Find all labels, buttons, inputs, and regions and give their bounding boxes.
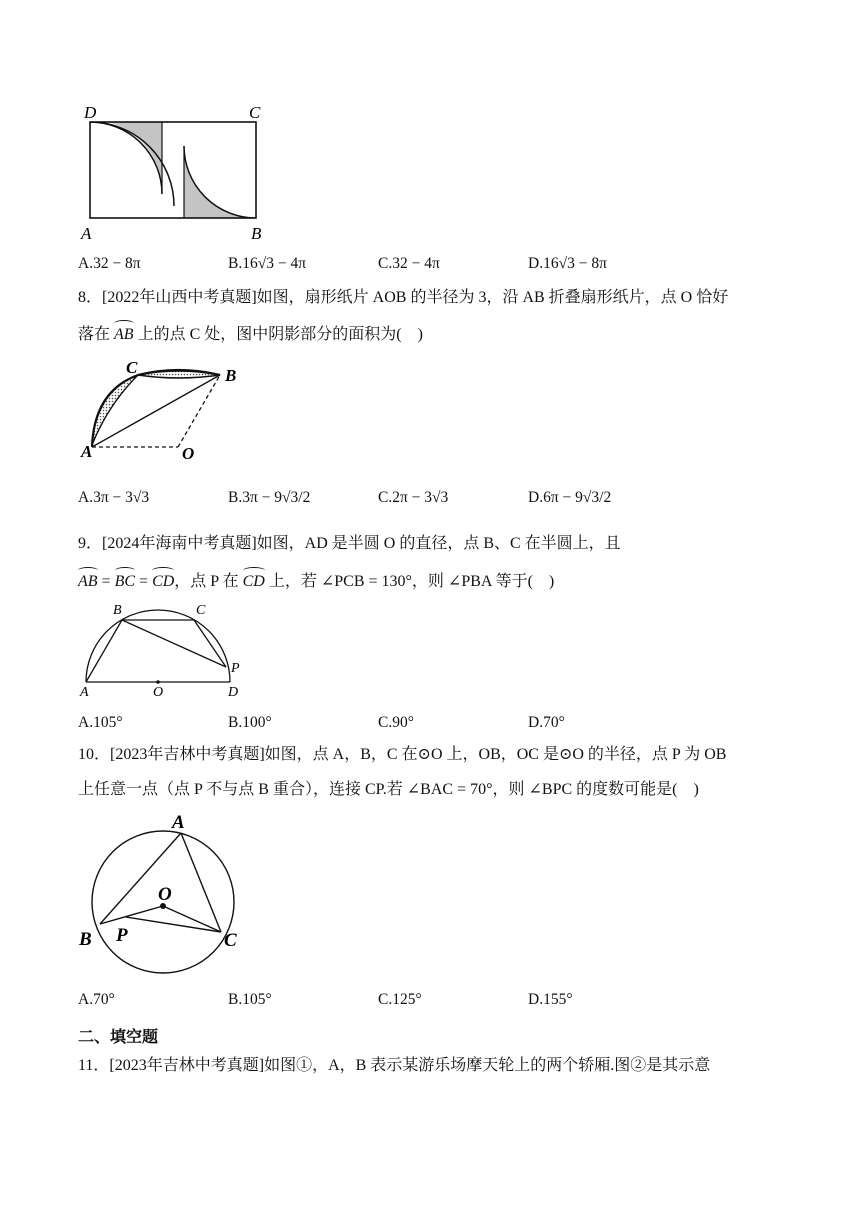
q8-figure [78,355,253,465]
q7-option-d[interactable]: D.16√3 − 8π [528,255,607,272]
q9-eq-1: = [97,573,115,590]
label-C: C [249,103,261,122]
q10-text-line2: 上任意一点（点 P 不与点 B 重合），连接 CP.若 ∠BAC = 70°，则 ∠BPC 的度数可能是( ) [78,781,699,798]
q9-arc-cd: CD [152,573,175,590]
q9-figure [78,600,248,700]
q9-end: 上，若 ∠PCB = 130°，则 ∠PBA 等于( ) [264,573,555,590]
q10-option-a[interactable]: A.70° [78,991,115,1008]
q8-option-b[interactable]: B.3π − 9√3/2 [228,489,311,506]
q7-option-a[interactable]: A.32 − 8π [78,255,141,272]
q8-text-a: 落在 [78,326,115,343]
q8-text-line2 [78,325,423,345]
q9-mid: ，点 P 在 [174,573,243,590]
label-D: D [84,103,97,122]
label-B: B [251,224,262,243]
q9-arc-cd-2: CD [242,573,265,590]
q10-option-b[interactable]: B.105° [228,991,272,1008]
q9-option-d[interactable]: D.70° [528,714,565,731]
label-O: O [153,685,164,700]
label-A: A [172,812,185,833]
label-C: C [126,358,138,377]
q9-option-c[interactable]: C.90° [378,714,414,731]
q10-option-d[interactable]: D.155° [528,991,573,1008]
label-P: P [231,661,240,676]
q9-arc-bc: BC [114,573,136,590]
q8-option-d[interactable]: D.6π − 9√3/2 [528,489,612,506]
q10-figure [78,808,258,988]
q9-arc-ab: AB [78,573,98,590]
label-C: C [196,603,206,618]
label-O: O [182,444,195,463]
label-A: A [81,224,92,243]
q9-text-line2 [78,572,554,592]
label-C: C [224,930,237,951]
q9-text-line1: 9．[2024年海南中考真题]如图，AD 是半圆 O 的直径，点 B、C 在半圆上，且 [78,535,621,552]
label-A: A [81,442,93,461]
label-B: B [225,366,237,385]
q10-text-line1: 10．[2023年吉林中考真题]如图，点 A，B，C 在⊙O 上，OB，OC 是⊙O 的半径，点 P 为 OB [78,746,727,763]
q7-option-c[interactable]: C.32 − 4π [378,255,440,272]
q8-option-a[interactable]: A.3π − 3√3 [78,489,150,506]
q8-text-b: 上的点 C 处，图中阴影部分的面积为( ) [133,326,423,343]
label-B: B [113,603,122,618]
q8-text-line1: 8．[2022年山西中考真题]如图，扇形纸片 AOB 的半径为 3，沿 AB 折叠扇形纸片，点 O 恰好 [78,289,729,306]
q7-option-b[interactable]: B.16√3 − 4π [228,255,307,272]
q8-option-c[interactable]: C.2π − 3√3 [378,489,449,506]
q9-option-b[interactable]: B.100° [228,714,272,731]
q7-figure [78,98,278,243]
section-heading: 二、填空题 [78,1027,159,1046]
q9-option-a[interactable]: A.105° [78,714,123,731]
label-D: D [228,685,239,700]
q9-eq-2: = [135,573,153,590]
label-A: A [80,685,89,700]
q8-arc-ab: AB [114,326,134,343]
q11-text-line1: 11．[2023年吉林中考真题]如图①，A，B 表示某游乐场摩天轮上的两个轿厢.图②是其示意 [78,1057,711,1074]
label-B: B [79,929,92,950]
label-O: O [158,884,172,905]
q10-option-c[interactable]: C.125° [378,991,422,1008]
label-P: P [116,925,128,946]
